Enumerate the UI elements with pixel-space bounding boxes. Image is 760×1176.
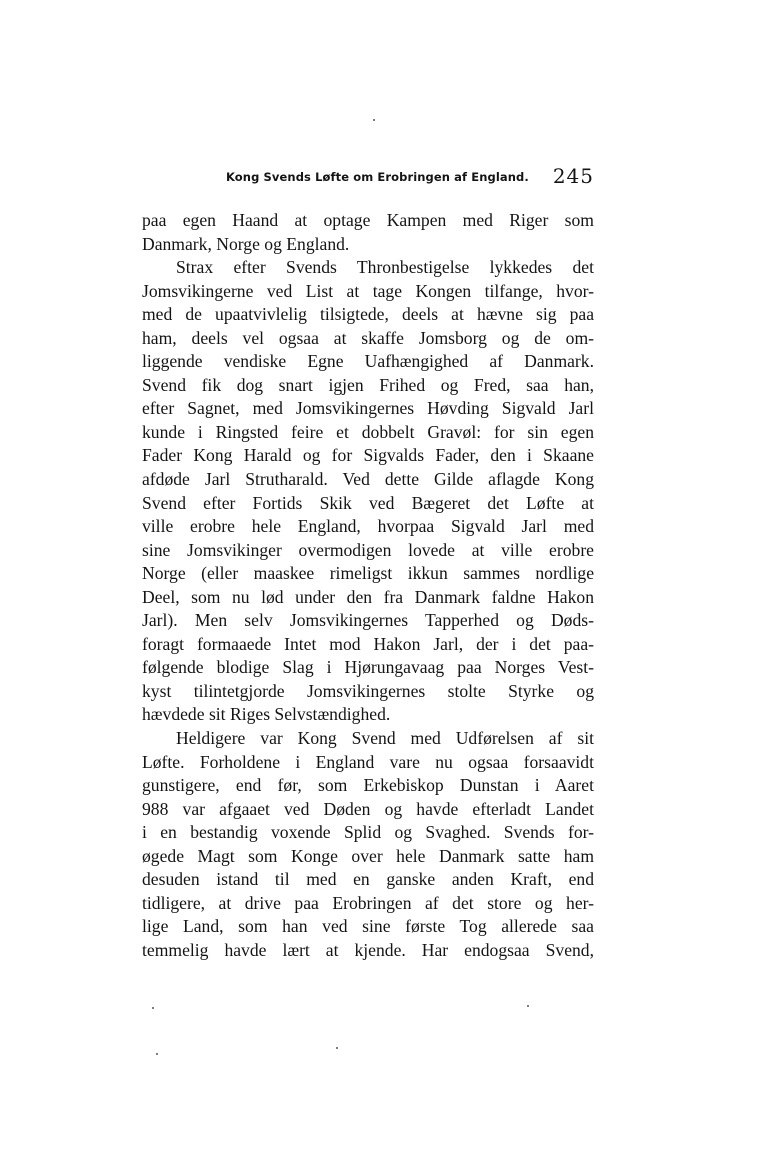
text-line: 988 var afgaaet ved Døden og havde efterladt Landet [142,798,594,819]
text-line: sine Jomsvikinger overmodigen lovede at ville erobre [142,539,594,560]
print-speck [336,1047,338,1049]
text-line: efter Sagnet, med Jomsvikingernes Høvding Sigvald Jarl [142,398,594,419]
text-line: følgende blodige Slag i Hjørungavaag paa Norges Vest- [142,657,594,678]
text-line: kunde i Ringsted feire et dobbelt Gravøl: for sin egen [142,421,594,442]
text-line: gunstigere, end før, som Erkebiskop Dunstan i Aaret [142,775,594,796]
text-line: lige Land, som han ved sine første Tog allerede saa [142,916,594,937]
text-line: i en bestandig voxende Splid og Svaghed. Svends for- [142,822,594,843]
text-line: Strax efter Svends Thronbestigelse lykkedes det [176,257,594,278]
body-text [142,209,594,963]
text-line: Jomsvikingerne ved List at tage Kongen tilfange, hvor- [142,280,594,301]
running-header [142,164,594,190]
running-title: Kong Svends Løfte om Erobringen af England. [226,170,529,184]
text-line: Løfte. Forholdene i England vare nu ogsaa forsaavidt [142,751,594,772]
text-line: øgede Magt som Konge over hele Danmark satte ham [142,845,594,866]
text-line: temmelig havde lært at kjende. Har endogsaa Svend, [142,939,594,960]
text-line: afdøde Jarl Strutharald. Ved dette Gilde aflagde Kong [142,469,594,490]
print-speck [156,1053,158,1055]
text-line: ham, deels vel ogsaa at skaffe Jomsborg og de om- [142,327,594,348]
text-line: liggende vendiske Egne Uafhængighed af Danmark. [142,351,594,372]
text-line: foragt formaaede Intet mod Hakon Jarl, der i det paa- [142,633,594,654]
text-line: kyst tilintetgjorde Jomsvikingernes stolte Styrke og [142,680,594,701]
text-line: hævdede sit Riges Selvstændighed. [142,704,391,725]
text-line: Norge (eller maaskee rimeligst ikkun sammes nordlige [142,563,594,584]
text-line: Deel, som nu lød under den fra Danmark faldne Hakon [142,586,594,607]
text-line: Fader Kong Harald og for Sigvalds Fader, den i Skaane [142,445,594,466]
text-line: Svend fik dog snart igjen Frihed og Fred, saa han, [142,374,594,395]
text-line: Danmark, Norge og England. [142,233,350,254]
text-line: tidligere, at drive paa Erobringen af det store og her- [142,892,594,913]
text-line: paa egen Haand at optage Kampen med Riger som [142,210,594,230]
text-line: Jarl). Men selv Jomsvikingernes Tapperhed og Døds- [142,610,594,631]
print-speck [527,1005,529,1007]
text-line: desuden istand til med en ganske anden Kraft, end [142,869,594,890]
text-line: Heldigere var Kong Svend med Udførelsen af sit [176,728,594,749]
text-line: ville erobre hele England, hvorpaa Sigvald Jarl med [142,516,594,537]
print-speck [152,1007,154,1009]
text-line: med de upaatvivlelig tilsigtede, deels at hævne sig paa [142,304,594,325]
print-speck [373,119,375,121]
page-number: 245 [552,164,594,188]
text-line: Svend efter Fortids Skik ved Bægeret det Løfte at [142,492,594,513]
